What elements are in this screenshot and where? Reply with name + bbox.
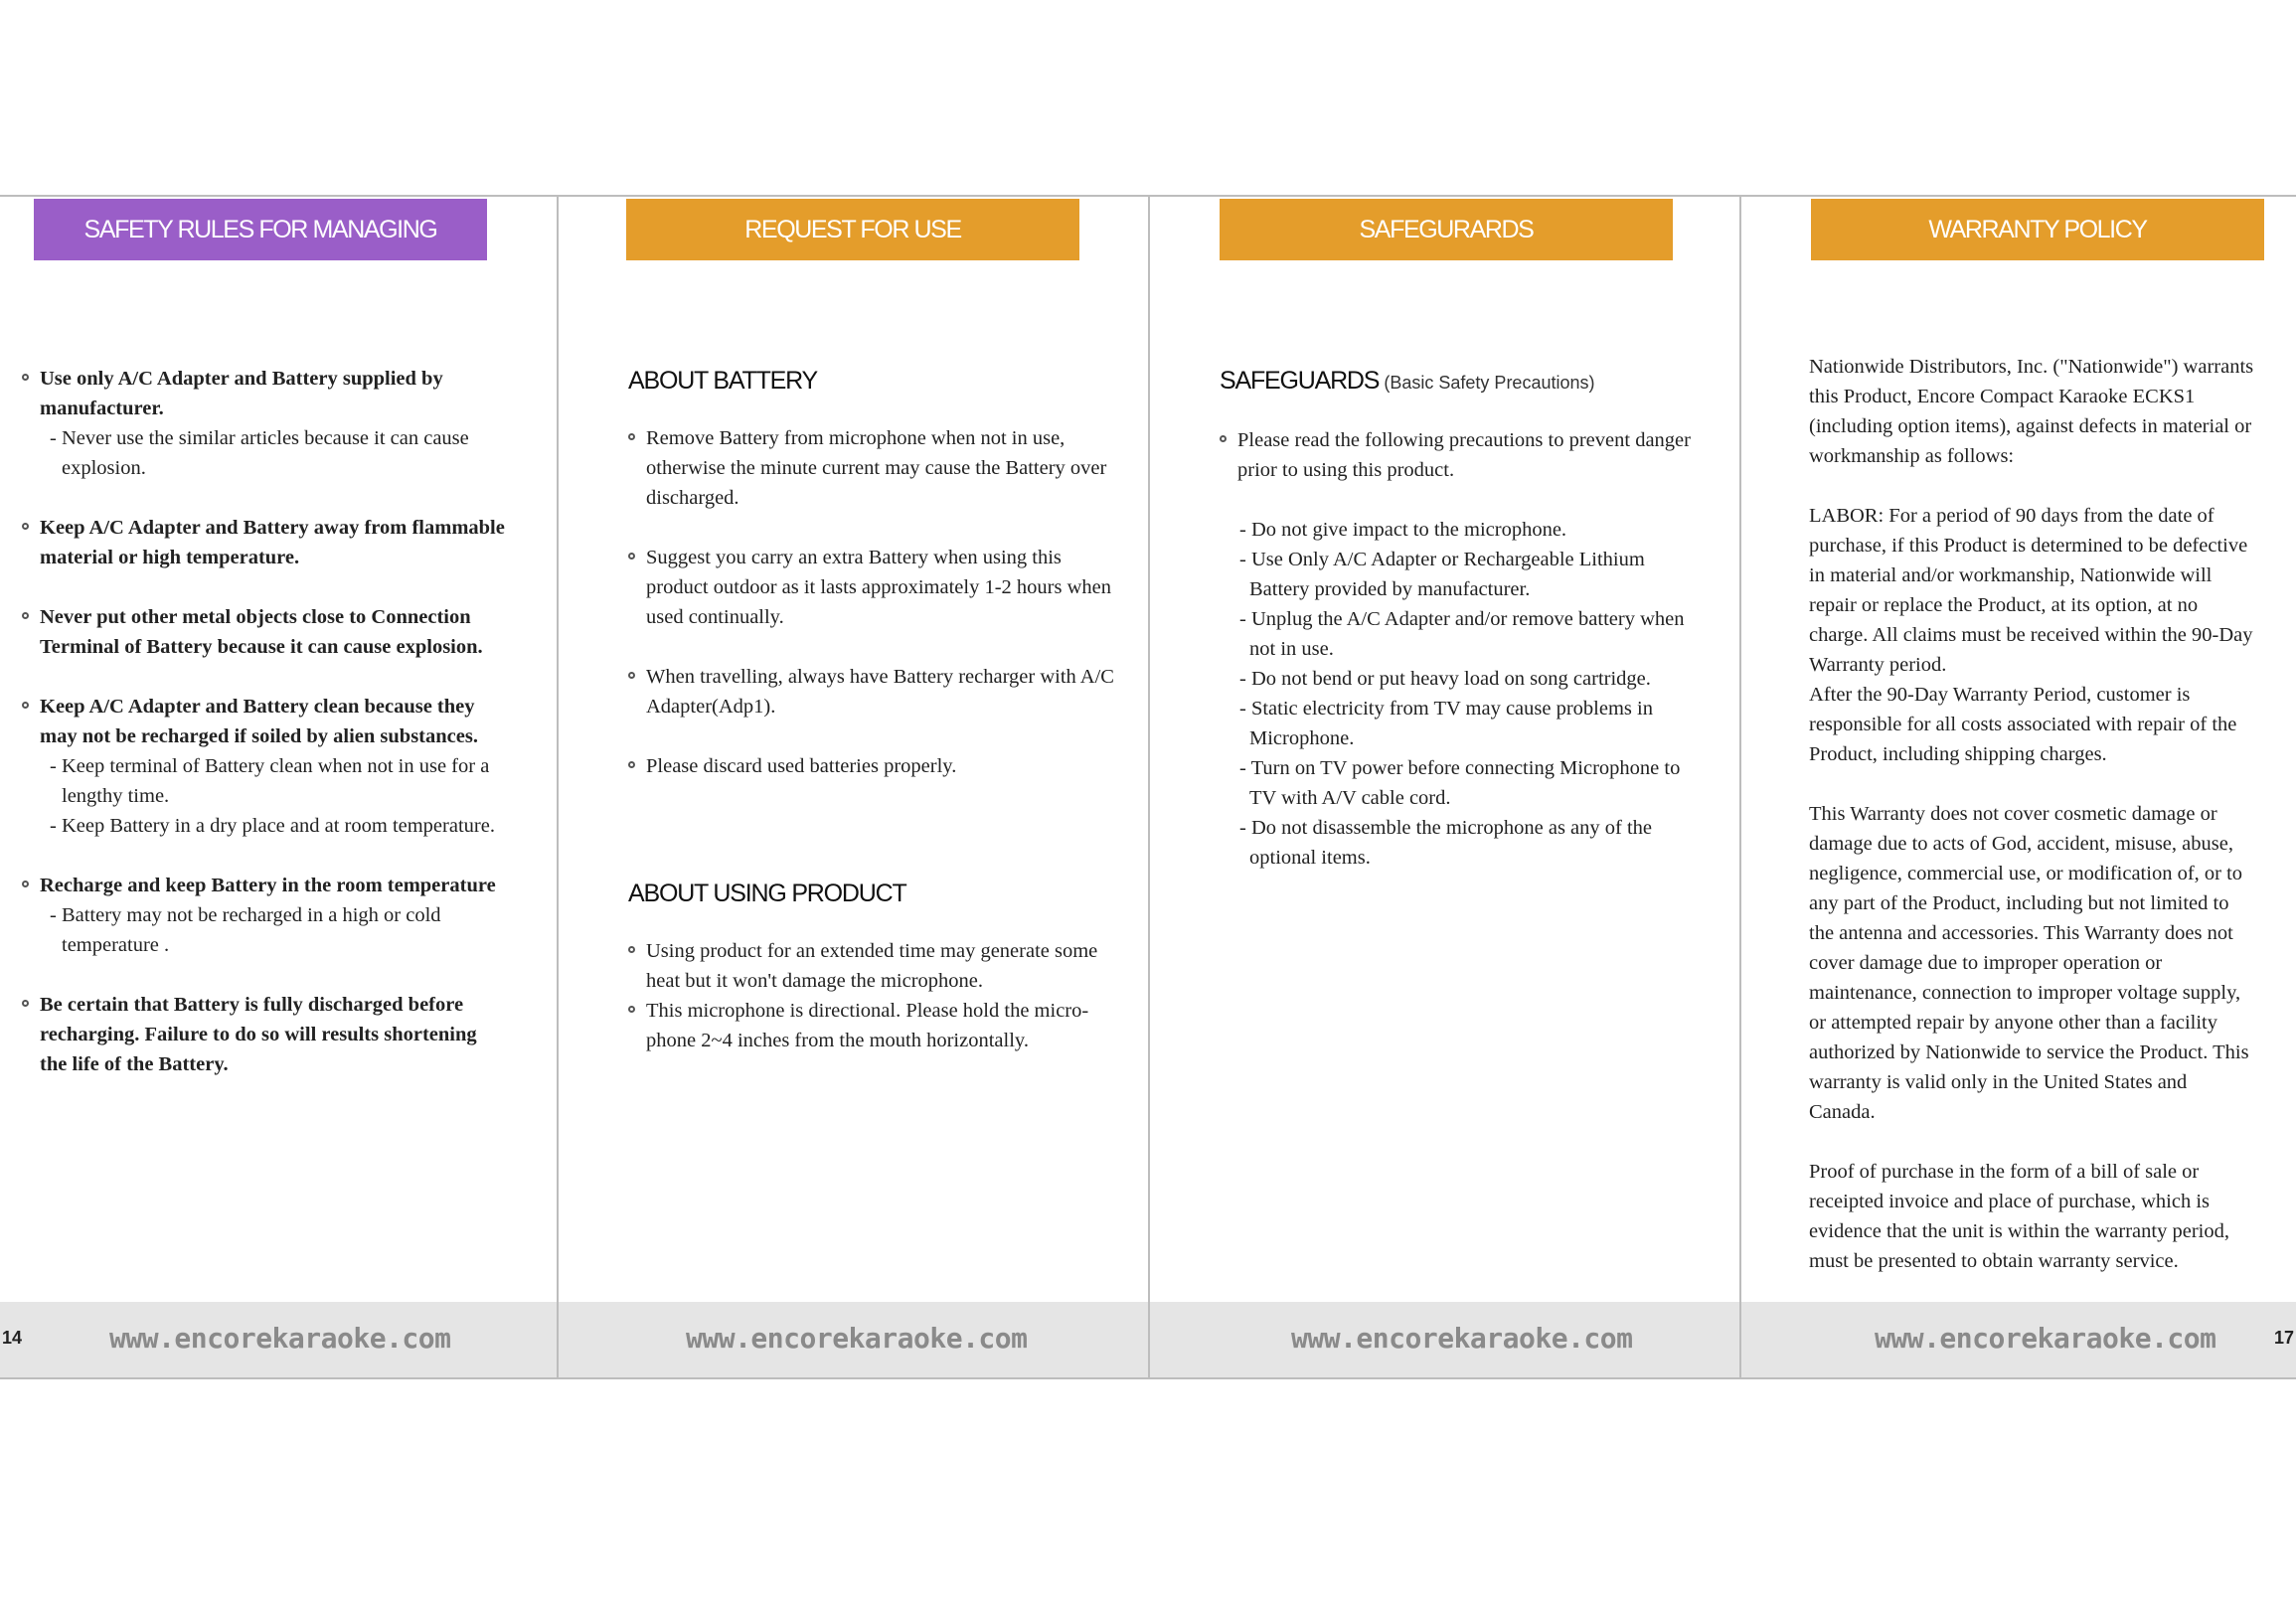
list-item (1220, 425, 1697, 485)
panel-safety-rules (0, 197, 557, 1377)
section-title-about-using-product: ABOUT USING PRODUCT (628, 880, 906, 907)
bullet-icon (22, 702, 29, 709)
item-title: Recharge and keep Battery in the room temperature (40, 875, 496, 896)
list-item (628, 543, 1115, 632)
bullet-icon (628, 433, 635, 440)
item-text: Please read the following precautions to prevent danger prior to using this product. (1237, 429, 1691, 481)
item-text: Remove Battery from microphone when not in use, otherwise the minute current may cause the Battery over discharged. (646, 427, 1107, 509)
dash-item: - Do not give impact to the microphone. (1239, 519, 1567, 541)
footer-bar (1741, 1302, 2296, 1377)
list-item (22, 871, 509, 960)
item-text: Suggest you carry an extra Battery when using this product outdoor as it lasts approximately 1-2 hours when used continually. (646, 547, 1111, 628)
footer-url[interactable]: www.encorekaraoke.com (109, 1322, 451, 1355)
list-item (628, 996, 1115, 1055)
header-title: REQUEST FOR USE (744, 216, 961, 243)
header-safeguards (1220, 199, 1673, 260)
item-sub: - Keep terminal of Battery clean when not in use for a lengthy time. (50, 755, 490, 807)
header-title: WARRANTY POLICY (1928, 216, 2147, 243)
warranty-paragraph: This Warranty does not cover cosmetic damage or damage due to acts of God, accident, misuse, abuse, negligence, commercial use, or modification of, or to any part of the Product, including but not limited to the antenna and accessories. This Warranty does not cover damage due to improper operation or maintenance, connection to improper voltage supply, or attempted repair by anyone other than a facility authorized by Nationwide to service the Product. This warranty is valid only in the United States and Canada. (1809, 803, 2249, 1123)
bullet-icon (628, 672, 635, 679)
page-number-left: 14 (2, 1328, 23, 1348)
list-item (628, 936, 1115, 996)
item-title: Be certain that Battery is fully discharged before recharging. Failure to do so will results shortening the life of the Battery. (40, 994, 477, 1075)
list-item (628, 751, 1115, 781)
request-content (628, 366, 1115, 1055)
page-number-right: 17 (2273, 1328, 2294, 1348)
item-text: This microphone is directional. Please hold the micro-phone 2~4 inches from the mouth horizontally. (646, 1000, 1089, 1051)
item-title: Use only A/C Adapter and Battery supplied by manufacturer. (40, 368, 443, 419)
list-item (628, 662, 1115, 721)
item-text: When travelling, always have Battery recharger with A/C Adapter(Adp1). (646, 666, 1114, 718)
footer-bar (559, 1302, 1148, 1377)
safeguards-dash-list (1220, 515, 1697, 873)
warranty-paragraph: Nationwide Distributors, Inc. ("Nationwide") warrants this Product, Encore Compact Karaoke ECKS1 (including option items), against defects in material or workmanship as follows: (1809, 356, 2254, 467)
bullet-icon (628, 553, 635, 560)
list-item (22, 692, 509, 841)
item-title: Keep A/C Adapter and Battery clean because they may not be recharged if soiled by alien substances. (40, 696, 478, 747)
bullet-icon (22, 612, 29, 619)
panel-request-for-use (557, 197, 1148, 1377)
bullet-icon (22, 1000, 29, 1007)
dash-item: - Turn on TV power before connecting Microphone to TV with A/V cable cord. (1239, 757, 1681, 809)
safeguards-title: SAFEGUARDS (1220, 367, 1380, 395)
section-title-about-battery: ABOUT BATTERY (628, 367, 818, 395)
footer-bar (0, 1302, 557, 1377)
item-sub: - Never use the similar articles because it can cause explosion. (50, 427, 469, 479)
item-text: Using product for an extended time may generate some heat but it won't damage the microphone. (646, 940, 1098, 992)
header-request-for-use (626, 199, 1079, 260)
item-title: Never put other metal objects close to Connection Terminal of Battery because it can cause explosion. (40, 606, 483, 658)
safeguards-heading (1220, 366, 1697, 398)
header-warranty-policy (1811, 199, 2264, 260)
bullet-icon (22, 523, 29, 530)
dash-item: - Static electricity from TV may cause problems in Microphone. (1239, 698, 1653, 749)
brochure-spread (0, 195, 2296, 1379)
bullet-icon (1220, 435, 1227, 442)
dash-item: - Do not bend or put heavy load on song cartridge. (1239, 668, 1651, 690)
header-title: SAFEGURARDS (1359, 216, 1534, 243)
item-text: Please discard used batteries properly. (646, 755, 957, 777)
item-sub: - Battery may not be recharged in a high or cold temperature . (50, 904, 441, 956)
footer-url[interactable]: www.encorekaraoke.com (1291, 1322, 1633, 1355)
panel-safeguards (1148, 197, 1739, 1377)
bullet-icon (22, 881, 29, 887)
footer-bar (1150, 1302, 1739, 1377)
bullet-icon (22, 374, 29, 381)
safeguards-subtitle: (Basic Safety Precautions) (1384, 373, 1595, 393)
list-item (22, 990, 509, 1079)
bullet-icon (628, 761, 635, 768)
list-item (22, 602, 509, 662)
item-title: Keep A/C Adapter and Battery away from flammable material or high temperature. (40, 517, 505, 568)
warranty-paragraph: After the 90-Day Warranty Period, customer is responsible for all costs associated with repair of the Product, including shipping charges. (1809, 684, 2237, 765)
footer-url[interactable]: www.encorekaraoke.com (686, 1322, 1028, 1355)
item-sub: - Keep Battery in a dry place and at room temperature. (50, 815, 495, 837)
dash-item: - Use Only A/C Adapter or Rechargeable Lithium Battery provided by manufacturer. (1239, 549, 1645, 600)
header-safety-rules (34, 199, 487, 305)
list-item (22, 364, 509, 483)
safety-rules-list (22, 364, 509, 1079)
dash-item: - Do not disassemble the microphone as any of the optional items. (1239, 817, 1653, 869)
warranty-content (1809, 352, 2256, 1306)
list-item (628, 423, 1115, 513)
footer-url[interactable]: www.encorekaraoke.com (1875, 1322, 2216, 1355)
panel-warranty-policy (1739, 197, 2296, 1377)
safeguards-content (1220, 366, 1697, 873)
list-item (22, 513, 509, 572)
header-title: SAFETY RULES FOR MANAGING BATTERY (83, 216, 437, 305)
bullet-icon (628, 946, 635, 953)
bullet-icon (628, 1006, 635, 1013)
warranty-paragraph: Proof of purchase in the form of a bill of sale or receipted invoice and place of purchase, which is evidence that the unit is within the warranty period, must be presented to obtain warranty service. (1809, 1161, 2229, 1272)
warranty-paragraph: LABOR: For a period of 90 days from the date of purchase, if this Product is determined to be defective in material and/or workmanship, Nationwide will repair or replace the Product, at its option, at no charge. All claims must be received within the 90-Day Warranty period. (1809, 505, 2253, 676)
dash-item: - Unplug the A/C Adapter and/or remove battery when not in use. (1239, 608, 1685, 660)
